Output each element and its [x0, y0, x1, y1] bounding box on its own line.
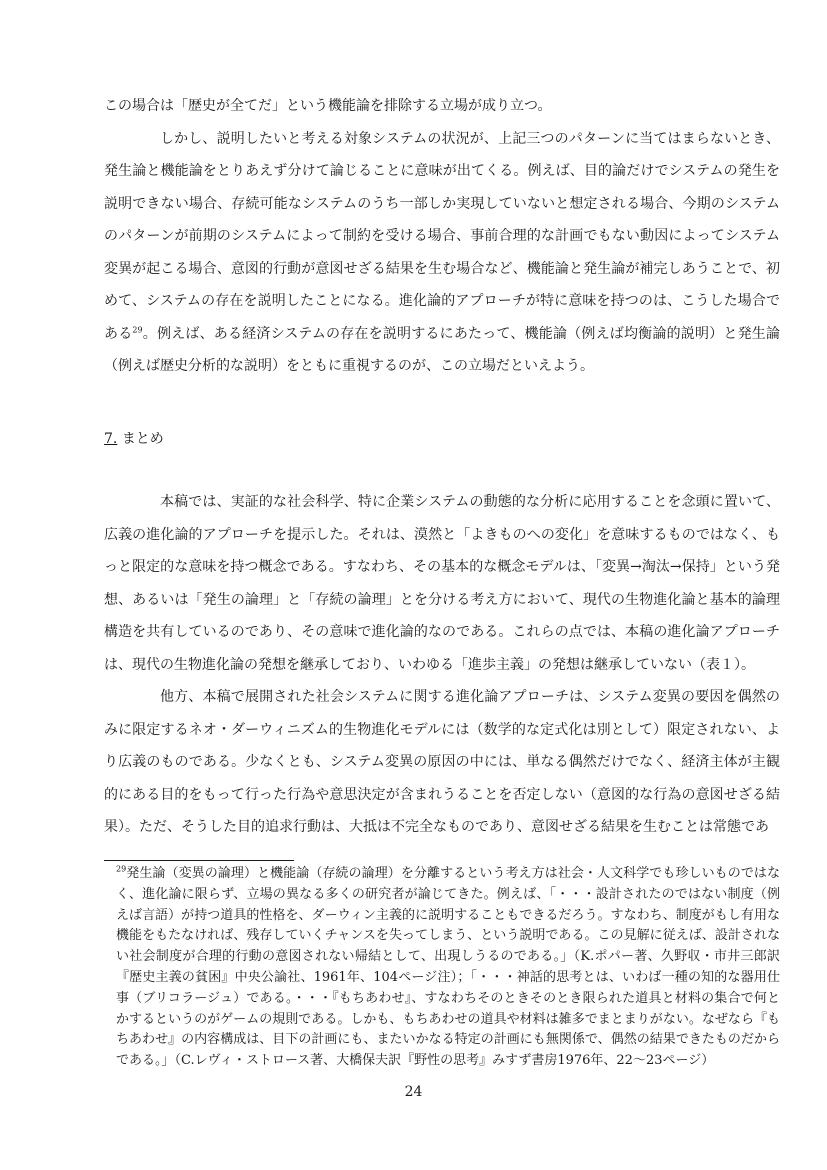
paragraph [104, 123, 780, 383]
page-number: 24 [404, 1084, 423, 1100]
paragraph: 本稿では、実証的な社会科学、特に企業システムの動態的な分析に応用することを念頭に置いて、広義の進化論的アプローチを提示した。それは、漠然と「よきものへの変化」を意味するものではなく、もっと限定的な意味を持つ概念である。すなわち、その基本的な概念モデルは、「変異→淘汰→保持」という発想、あるいは「発生の論理」と「存続の論理」とを分ける考え方において、現代の生物進化論と基本的論理構造を共有しているのであり、その意味で進化論的なのである。これらの点では、本稿の進化論アプローチは、現代の生物進化論の発想を継承しており、いわゆる「進歩主義」の発想は継承していない（表１）。 [104, 494, 780, 673]
footnote-divider [104, 860, 294, 861]
paragraph: 他方、本稿で展開された社会システムに関する進化論アプローチは、システム変異の要因を偶然のみに限定するネオ・ダーウィニズム的生物進化モデルには（数学的な定式化は別として）限定されない、より広義のものである。少なくとも、システム変異の原因の中には、単なる偶然だけでなく、経済主体が主観的にある目的をもって行った行為や意思決定が含まれうることを否定しない（意図的な行為の意図せざる結果）。ただ、そうした目的追求行動は、大抵は不完全なものであり、意図せざる結果を生むことは常態であ [104, 689, 780, 835]
footnote-mark: 29 [116, 864, 127, 874]
footnote-text: 発生論（変異の論理）と機能論（存続の論理）を分離するという考え方は社会・人文科学でも珍しいものではなく、進化論に限らず、立場の異なる多くの研究者が論じてきた。例えば、「・・・設計されたのではない制度（例えば言語）が持つ道具的性格を、ダーウィン主義的に説明することもできるだろう。すなわち、制度がもし有用な機能をもたなければ、残存していくチャンスを失ってしまう、という説明である。この見解に従えば、設計されない社会制度が合理的行動の意図されない帰結として、出現しうるのである。」（K.ポパー著、久野収・市井三郎訳『歴史主義の貧困』中央公論社、1961年、104ページ注）；「・・・神話的思考とは、いわば一種の知的な器用仕事（ブリコラージュ）である。・・・『もちあわせ』、すなわちそのときそのとき限られた道具と材料の集合で何とかするというのがゲームの規則である。しかも、もちあわせの道具や材料は雑多でまとまりがない。なぜなら『もちあわせ』の内容構成は、目下の計画にも、またいかなる特定の計画にも無関係で、偶然の結果できたものだからである。」（C.レヴィ・ストロース著、大橋保夫訳『野性の思考』みすず書房1976年、22～23ページ） [116, 866, 780, 1069]
section-6-continuation [104, 90, 780, 383]
section-heading [104, 428, 164, 448]
footnote [116, 864, 780, 1072]
section-number: 7. [104, 431, 118, 447]
section-title: まとめ [121, 431, 164, 447]
footnote-reference: 29 [132, 324, 143, 334]
section-7-body [104, 486, 780, 844]
paragraph-text-tail: 。例えば、ある経済システムの存在を説明するにあたって、機能論（例えば均衡論的説明）と発生論（例えば歴史分析的な説明）をともに重視するのが、この立場だといえよう。 [104, 325, 780, 374]
paragraph-text: しかし、説明したいと考える対象システムの状況が、上記三つのパターンに当てはまらないとき、発生論と機能論をとりあえず分けて論じることに意味が出てくる。例えば、目的論だけでシステムの発生を説明できない場合、存続可能なシステムのうち一部しか実現していないと想定される場合、今期のシステムのパターンが前期のシステムによって制約を受ける場合、事前合理的な計画でもない動因によってシステム変異が起こる場合、意図的行動が意図せざる結果を生む場合など、機能論と発生論が補完しあうことで、初めて、システムの存在を説明したことになる。進化論的アプローチが特に意味を持つのは、こうした場合である [104, 130, 780, 342]
paragraph-line: この場合は「歴史が全てだ」という機能論を排除する立場が成り立つ。 [104, 98, 552, 114]
